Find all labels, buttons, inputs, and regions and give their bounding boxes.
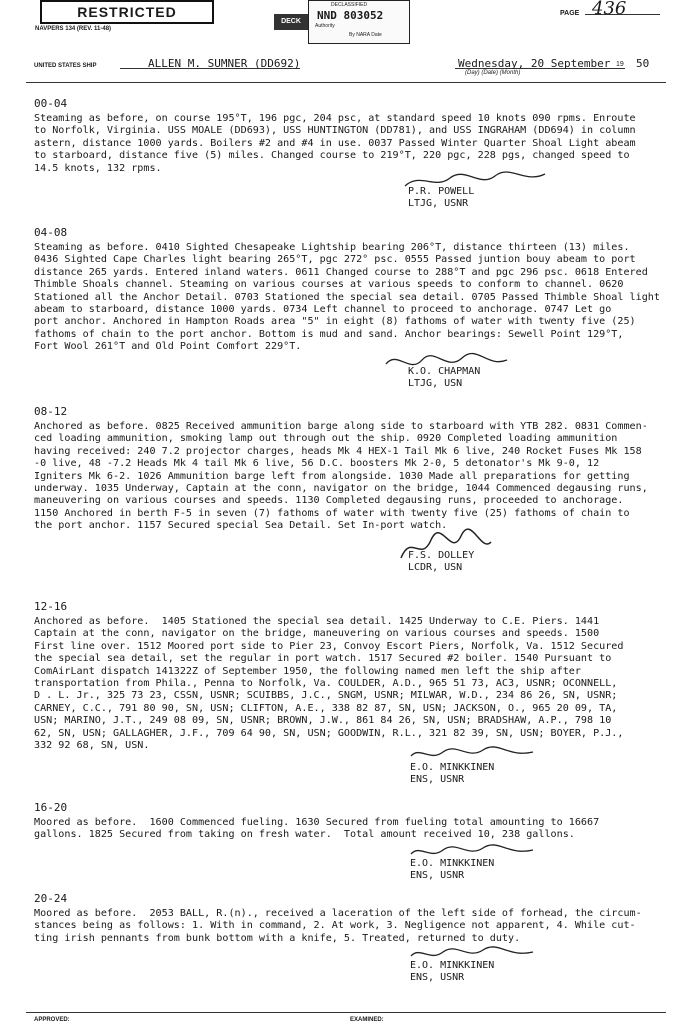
header-divider [26, 82, 666, 83]
watch-heading: 08-12 [34, 405, 68, 418]
signer-name: K.O. CHAPMAN [408, 366, 481, 377]
signer-name: P.R. POWELL [408, 186, 475, 197]
footer-divider [26, 1012, 666, 1013]
watch-entry-12-16 [34, 600, 664, 752]
watch-heading: 12-16 [34, 600, 68, 613]
approved-label: APPROVED: [34, 1017, 70, 1023]
signer-rank: ENS, USNR [410, 972, 465, 983]
signer-rank: LCDR, USN [408, 562, 463, 573]
watch-text: Steaming as before. 0410 Sighted Chesapeake Lightship bearing 206°T, distance thirteen (13) miles. 0436 Sighted Cape Charles light bearing 265°T, pgc 272° psc. 0555 Passed juntion bouy abeam to port distance 265 yards. Entered inland waters. 0611 Changed course to 288°T and pgc 296 psc. 0618 Entered Thimble Shoals channel. Steaming on various courses at various speeds to conform to channel. 0620 Stationed all the Anchor Detail. 0703 Stationed the special sea detail. 0705 Passed Thimble Shoal light abeam to starboard, distance 1000 yards. 0734 Left channel to proceed to anchorage. 0747 Let go port anchor. Anchored in Hampton Roads area "5" in eight (8) fathoms of water with twenty five (25) fathoms of chain to the port anchor. Bottom is mud and sand. Anchor bearings: Sewell Point 129°T, Fort Wool 261°T and Old Point Comfort 229°T. [34, 242, 660, 353]
watch-heading: 04-08 [34, 226, 68, 239]
signature-scrawl [408, 744, 538, 764]
watch-entry-08-12 [34, 405, 664, 533]
stamp-number: NND 803052 [317, 9, 384, 22]
watch-heading: 00-04 [34, 97, 68, 110]
page-label: PAGE [560, 10, 580, 17]
examined-label: EXAMINED: [350, 1017, 384, 1023]
watch-entry-04-08 [34, 226, 664, 354]
watch-entry-16-20 [34, 801, 664, 842]
signer-name: F.S. DOLLEY [408, 550, 475, 561]
restricted-banner: RESTRICTED [40, 0, 214, 24]
ship-name: ALLEN M. SUMNER (DD692) [148, 57, 301, 70]
page-number: 436 [592, 0, 627, 19]
watch-entry-00-04 [34, 97, 664, 175]
form-number: NAVPERS 134 (REV. 11-48) [35, 26, 112, 32]
date-sublabels: (Day) (Date) (Month) [465, 70, 521, 76]
watch-text: Steaming as before, on course 195°T, 196 pgc, 204 psc, at standard speed 10 knots 090 rpms. Enroute to Norfolk, Virginia. USS MOALE (DD693), USS HUNTINGTON (DD781), and USS INGRAHAM (DD694) in column astern, distance 1000 yards. Boilers #2 and #4 in use. 0037 Passed Winter Quarter Shoal Light abeam to starboard, distance five (5) miles. Changed course to 219°T, 220 pgc, 228 pgs, changed speed to 14.5 knots, 132 rpms. [34, 113, 636, 174]
signer-name: E.O. MINKKINEN [410, 762, 495, 773]
signer-rank: ENS, USNR [410, 774, 465, 785]
watch-text: Moored as before. 1600 Commenced fueling. 1630 Secured from fueling total amounting to 16667 gallons. 1825 Secured from taking on fresh water. Total amount received 10, 238 gallons. [34, 817, 600, 841]
stamp-authority: Authority [315, 23, 335, 29]
stamp-title: DECLASSIFIED [331, 2, 368, 8]
year-prefix: 19 [616, 61, 624, 68]
log-date: Wednesday, 20 September [458, 57, 611, 70]
signature-block [410, 960, 494, 984]
watch-text: Moored as before. 2053 BALL, R.(n)., received a laceration of the left side of forhead, the circum- stances being as follows: 1. With in command, 2. At work, 3. Negligence not apparent, 4. While cut- ting irish pennants from bunk bottom with a knife, 5. Treated, returned to duty. [34, 908, 642, 944]
signer-name: E.O. MINKKINEN [410, 960, 495, 971]
watch-heading: 16-20 [34, 801, 68, 814]
signature-block [410, 858, 494, 882]
signer-rank: ENS, USNR [410, 870, 465, 881]
log-year: 50 [636, 57, 650, 70]
signer-rank: LTJG, USNR [408, 198, 469, 209]
stamp-by: By NARA Date [349, 32, 382, 38]
signature-block [408, 186, 474, 210]
watch-heading: 20-24 [34, 892, 68, 905]
deck-tab: DECK [274, 14, 308, 30]
signature-block [410, 762, 494, 786]
signer-name: E.O. MINKKINEN [410, 858, 495, 869]
signature-block [408, 550, 474, 574]
declassified-stamp [308, 0, 410, 44]
watch-text: Anchored as before. 0825 Received ammunition barge along side to starboard with YTB 282. 0831 Commen- ced loading ammunition, smoking lamp out through out the ship. 0920 Completed loading ammunition having received: 240 7.2 projector charges, heads Mk 4 HEX-1 Tail Mk 6 live, 240 Rocket Fuses Mk 158 -0 live, 48 -7.2 Heads Mk 4 tail Mk 6 live, 56 D.C. boosters Mk 2-0, 5 detonator's Mk 9-0, 12 Igniters Mk 6-2. 1026 Ammunition barge left from alongside. 1030 Made all preparations for getting underway. 1035 Underway, Captain at the conn, navigator on the bridge, 1044 Commenced degausing runs, maneuvering on various courses and speeds. 1130 Completed degausing runs, proceeded to anchorage. 1150 Anchored in berth F-5 in seven (7) fathoms of water with twenty five (25) fathoms of chain to the port anchor. 1157 Secured special Sea Detail. Set In-port watch. [34, 421, 648, 532]
signer-rank: LTJG, USN [408, 378, 463, 389]
signature-block [408, 366, 480, 390]
watch-text: Anchored as before. 1405 Stationed the special sea detail. 1425 Underway to C.E. Piers. 1441 Captain at the conn, navigator on the bridge, maneuvering on various courses and speeds. 1500 First line over. 1512 Moored port side to Pier 23, Convoy Escort Piers, Norfolk, Va. 1512 Secured the special sea detail, set the regular in port watch. 1517 Secured #2 boiler. 1540 Pursuant to ComAirLant dispatch 141322Z of September 1950, the following named men left the ship after transportation from Phila., Penna to Norfolk, Va. COULDER, A.D., 965 51 73, AC3, USNR; OCONNELL, D . L. Jr., 325 73 23, CSSN, USNR; SCUIBBS, J.C., SNGM, USNR; MILWAR, W.D., 234 86 26, SN, USNR; CARNEY, C.C., 791 80 90, SN, USN; CLIFTON, A.E., 338 82 87, SN, USN; JACKSON, O., 965 20 09, TA, USN; MARINO, J.T., 249 08 09, SN, USNR; BROWN, J.W., 861 84 26, SN, USN; BRADSHAW, A.P., 798 10 62, SN, USN; GALLAGHER, J.F., 709 64 90, SN, USN; GOODWIN, R.L., 321 82 39, SN, USN; BOYER, P.J., 332 92 68, SN, USN. [34, 616, 624, 752]
ship-label: UNITED STATES SHIP [34, 63, 97, 69]
watch-entry-20-24 [34, 892, 664, 945]
